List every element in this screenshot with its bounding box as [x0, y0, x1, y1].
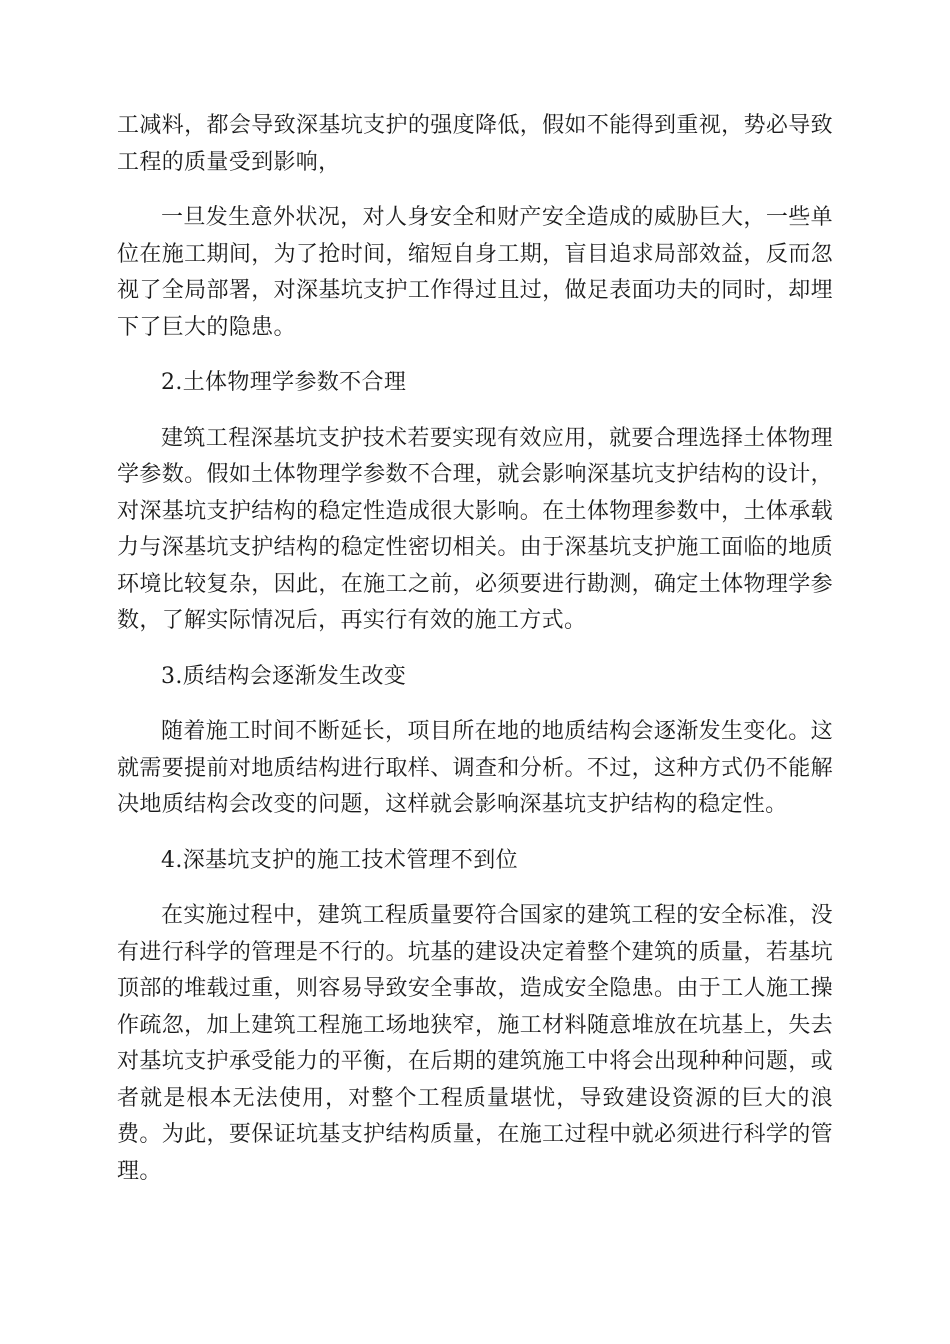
paragraph-continued: 工减料，都会导致深基坑支护的强度降低，假如不能得到重视，势必导致工程的质量受到影响， [117, 113, 833, 175]
paragraph: 随着施工时间不断延长，项目所在地的地质结构会逐渐发生变化。这就需要提前对地质结构进行取样、调查和分析。不过，这种方式仍不能解决地质结构会改变的问题，这样就会影响深基坑支护结构的稳定性。 [117, 719, 833, 817]
section-heading: 2.土体物理学参数不合理 [161, 370, 407, 395]
paragraph: 一旦发生意外状况，对人身安全和财产安全造成的威胁巨大，一些单位在施工期间，为了抢时间，缩短自身工期，盲目追求局部效益，反而忽视了全局部署，对深基坑支护工作得过且过，做足表面功夫的同时，却埋下了巨大的隐患。 [117, 205, 833, 340]
paragraph: 在实施过程中，建筑工程质量要符合国家的建筑工程的安全标准，没有进行科学的管理是不行的。坑基的建设决定着整个建筑的质量，若基坑顶部的堆载过重，则容易导致安全事故，造成安全隐患。由于工人施工操作疏忽，加上建筑工程施工场地狭窄，施工材料随意堆放在坑基上，失去对基坑支护承受能力的平衡，在后期的建筑施工中将会出现种种问题，或者就是根本无法使用，对整个工程质量堪忧，导致建设资源的巨大的浪费。为此，要保证坑基支护结构质量，在施工过程中就必须进行科学的管理。 [117, 903, 833, 1184]
paragraph: 建筑工程深基坑支护技术若要实现有效应用，就要合理选择土体物理学参数。假如土体物理学参数不合理，就会影响深基坑支护结构的设计，对深基坑支护结构的稳定性造成很大影响。在土体物理参数中，土体承载力与深基坑支护结构的稳定性密切相关。由于深基坑支护施工面临的地质环境比较复杂，因此，在施工之前，必须要进行勘测，确定土体物理学参数，了解实际情况后，再实行有效的施工方式。 [117, 425, 833, 633]
section-heading: 4.深基坑支护的施工技术管理不到位 [161, 847, 518, 873]
document-body [117, 108, 833, 1209]
section-heading: 3.质结构会逐渐发生改变 [161, 663, 407, 689]
